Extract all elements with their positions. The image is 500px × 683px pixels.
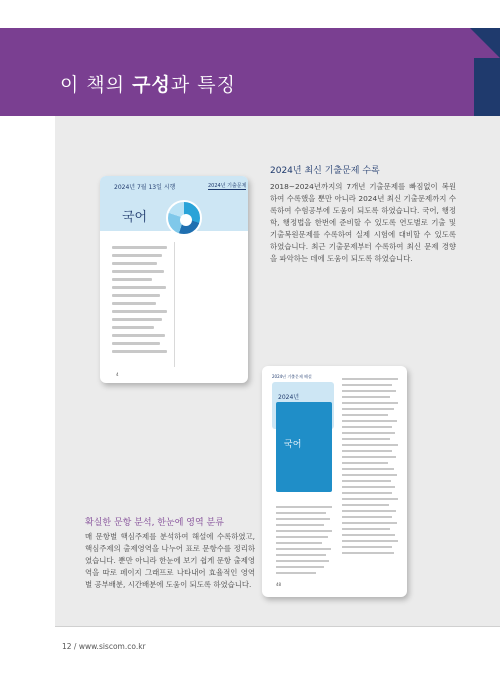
title-suffix: 과 특징 bbox=[170, 74, 236, 96]
top-margin bbox=[0, 0, 500, 28]
section-title-analysis: 확실한 문항 분석, 한눈에 영역 분류 bbox=[85, 518, 224, 528]
text-line bbox=[342, 546, 392, 548]
answer-subject: 국어 bbox=[284, 440, 302, 450]
text-line bbox=[112, 270, 164, 273]
text-line bbox=[342, 510, 396, 512]
text-line bbox=[342, 486, 395, 488]
text-line bbox=[342, 534, 395, 536]
title-bold: 구성 bbox=[132, 74, 171, 96]
text-line bbox=[112, 254, 162, 257]
text-line bbox=[342, 390, 396, 392]
text-line bbox=[112, 278, 152, 281]
explanation-text-block bbox=[342, 378, 398, 558]
text-line bbox=[342, 378, 398, 380]
text-line bbox=[342, 432, 395, 434]
answer-section-header: 2024년 기출문제 해설 bbox=[272, 374, 312, 379]
text-line bbox=[276, 560, 329, 562]
text-line bbox=[342, 408, 394, 410]
text-line bbox=[342, 396, 390, 398]
analysis-text-block bbox=[276, 506, 332, 578]
text-line bbox=[112, 350, 167, 353]
text-line bbox=[342, 462, 388, 464]
text-line bbox=[112, 262, 157, 265]
text-line bbox=[342, 456, 396, 458]
exam-badge: 2024년 기출문제 bbox=[208, 183, 247, 189]
book-preview-answers bbox=[262, 366, 407, 597]
header-side-tab bbox=[474, 58, 500, 116]
text-line bbox=[112, 302, 156, 305]
text-line bbox=[276, 512, 326, 514]
answer-year: 2024년 bbox=[278, 394, 300, 401]
text-line bbox=[342, 468, 394, 470]
text-line bbox=[276, 524, 324, 526]
divider bbox=[55, 626, 500, 627]
text-line bbox=[342, 516, 392, 518]
text-line bbox=[342, 402, 398, 404]
section-title-past-exams: 2024년 최신 기출문제 수록 bbox=[270, 166, 380, 176]
section-body-past-exams: 2018~2024년까지의 7개년 기출문제를 빠짐없이 복원하여 수록했을 뿐만 아니라 2024년 최신 기출문제까지 수록하여 수험공부에 도움이 되도록 하였습니다. 국어, 행정학, 행정법을 한번에 준비할 수 있도록 연도별로 기출 및 기출복원문제를 수록하여 실제 시험에 대비할 수 있도록 하였습니다. 최근 기출문제부터 수록하여 최신 문제 경향을 파악하는 데에 도움이 되도록 하였습니다. bbox=[270, 182, 456, 263]
text-line bbox=[276, 554, 326, 556]
text-line bbox=[342, 414, 388, 416]
text-line bbox=[342, 498, 398, 500]
title-prefix: 이 책의 bbox=[60, 74, 133, 96]
text-line bbox=[342, 444, 398, 446]
book-page-number: 4 bbox=[116, 372, 119, 377]
text-line bbox=[276, 506, 332, 508]
text-line bbox=[342, 504, 389, 506]
header-corner-decoration bbox=[470, 28, 500, 58]
text-line bbox=[112, 334, 165, 337]
text-line bbox=[276, 542, 322, 544]
text-line bbox=[342, 528, 390, 530]
text-line bbox=[342, 552, 394, 554]
text-line bbox=[276, 536, 328, 538]
area-pie-graph bbox=[166, 200, 202, 236]
text-line bbox=[112, 326, 154, 329]
text-line bbox=[342, 474, 397, 476]
exam-date: 2024년 7월 13일 시행 bbox=[114, 184, 176, 191]
text-line bbox=[112, 318, 162, 321]
question-text-block bbox=[112, 246, 240, 358]
text-line bbox=[342, 420, 397, 422]
text-line bbox=[276, 566, 324, 568]
section-body-analysis: 매 문항별 핵심주제를 분석하여 해설에 수록하였고, 핵심주제의 출제영역을 나누어 표로 문항수를 정리하였습니다. 뿐만 아니라 한눈에 보기 쉽게 문항 출제영역을 따로 페이지 그래프로 나타내어 효율적인 영역별 공부배분, 시간배분에 도움이 되도록 하였습니다. bbox=[85, 532, 255, 589]
text-line bbox=[276, 518, 330, 520]
text-line bbox=[342, 522, 397, 524]
text-line bbox=[276, 530, 332, 532]
text-line bbox=[342, 450, 392, 452]
website-url: www.siscom.co.kr bbox=[78, 642, 146, 651]
text-line bbox=[276, 548, 331, 550]
text-line bbox=[342, 480, 391, 482]
subject-label: 국어 bbox=[122, 210, 148, 225]
text-line bbox=[112, 286, 166, 289]
book-preview-questions bbox=[100, 176, 248, 383]
text-line bbox=[342, 438, 390, 440]
text-line bbox=[342, 540, 398, 542]
text-line bbox=[112, 342, 160, 345]
book-page-number: 48 bbox=[276, 582, 282, 587]
text-line bbox=[112, 246, 167, 249]
text-line bbox=[342, 492, 392, 494]
page-footer: 12 / www.siscom.co.kr bbox=[62, 642, 146, 651]
text-line bbox=[112, 310, 167, 313]
text-line bbox=[342, 426, 392, 428]
page-title bbox=[60, 70, 236, 97]
text-line bbox=[276, 572, 316, 574]
text-line bbox=[112, 294, 160, 297]
pie-hole bbox=[180, 214, 192, 226]
text-line bbox=[342, 384, 392, 386]
page-number: 12 bbox=[62, 642, 72, 651]
